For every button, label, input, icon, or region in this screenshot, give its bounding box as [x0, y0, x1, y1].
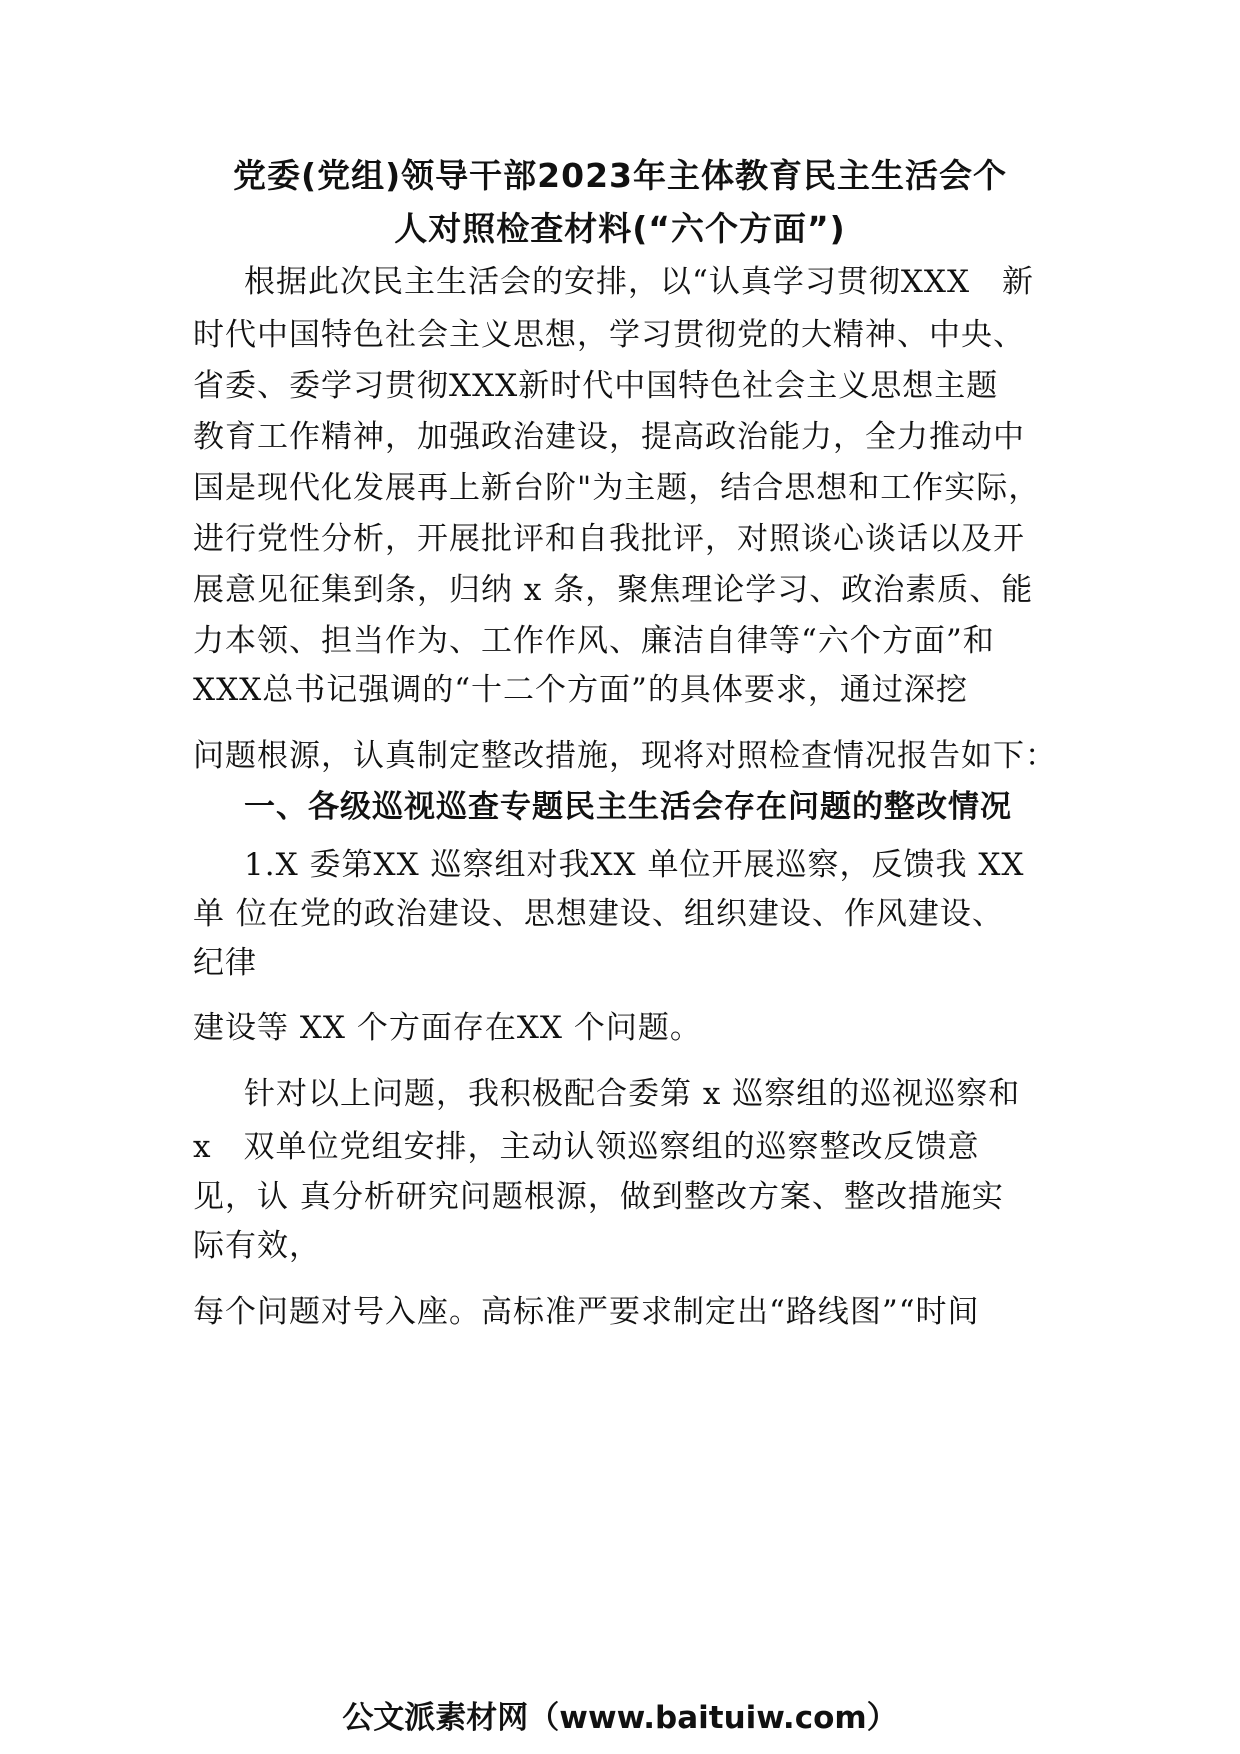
- intro-line: 问题根源，认真制定整改措施，现将对照检查情况报告如下：: [193, 738, 1057, 774]
- intro-line: 展意见征集到条，归纳 x 条，聚焦理论学习、政治素质、能: [193, 572, 1034, 608]
- title-line-1: 党委(党组)领导干部2023年主体教育民主生活会个: [232, 156, 1007, 195]
- section-line: 纪律: [193, 945, 257, 981]
- intro-line: 时代中国特色社会主义思想，学习贯彻党的大精神、中央、: [193, 317, 1025, 353]
- intro-line: 教育工作精神，加强政治建设，提高政治能力，全力推动中: [193, 419, 1025, 455]
- section-line: 建设等 XX 个方面存在XX 个问题。: [193, 1010, 702, 1046]
- section-line: 单 位在党的政治建设、思想建设、组织建设、作风建设、: [193, 896, 1004, 932]
- footer-watermark: 公文派素材网（www.baituiw.com）: [342, 1700, 898, 1736]
- intro-line: 国是现代化发展再上新台阶"为主题，结合思想和工作实际，: [193, 470, 1041, 506]
- title-line-2: 人对照检查材料(“六个方面”): [394, 209, 846, 248]
- section-line: 见，认 真分析研究问题根源，做到整改方案、整改措施实: [193, 1179, 1004, 1215]
- intro-line: 根据此次民主生活会的安排，以“认真学习贯彻XXX 新: [244, 264, 1035, 300]
- section-heading: 一、各级巡视巡查专题民主生活会存在问题的整改情况: [244, 789, 1012, 825]
- intro-line: XXX总书记强调的“十二个方面”的具体要求，通过深挖: [193, 672, 968, 708]
- section-line: 针对以上问题，我积极配合委第 x 巡察组的巡视巡察和: [244, 1076, 1021, 1112]
- section-line: 每个问题对号入座。高标准严要求制定出“路线图”“时间: [193, 1294, 980, 1330]
- intro-line: 省委、委学习贯彻XXX新时代中国特色社会主义思想主题: [193, 368, 999, 404]
- section-line: 际有效，: [193, 1228, 321, 1264]
- section-line: x 双单位党组安排，主动认领巡察组的巡察整改反馈意: [193, 1129, 980, 1165]
- intro-line: 力本领、担当作为、工作作风、廉洁自律等“六个方面”和: [193, 623, 995, 659]
- section-line: 1.X 委第XX 巡察组对我XX 单位开展巡察，反馈我 XX: [244, 847, 1025, 883]
- intro-line: 进行党性分析，开展批评和自我批评，对照谈心谈话以及开: [193, 521, 1025, 557]
